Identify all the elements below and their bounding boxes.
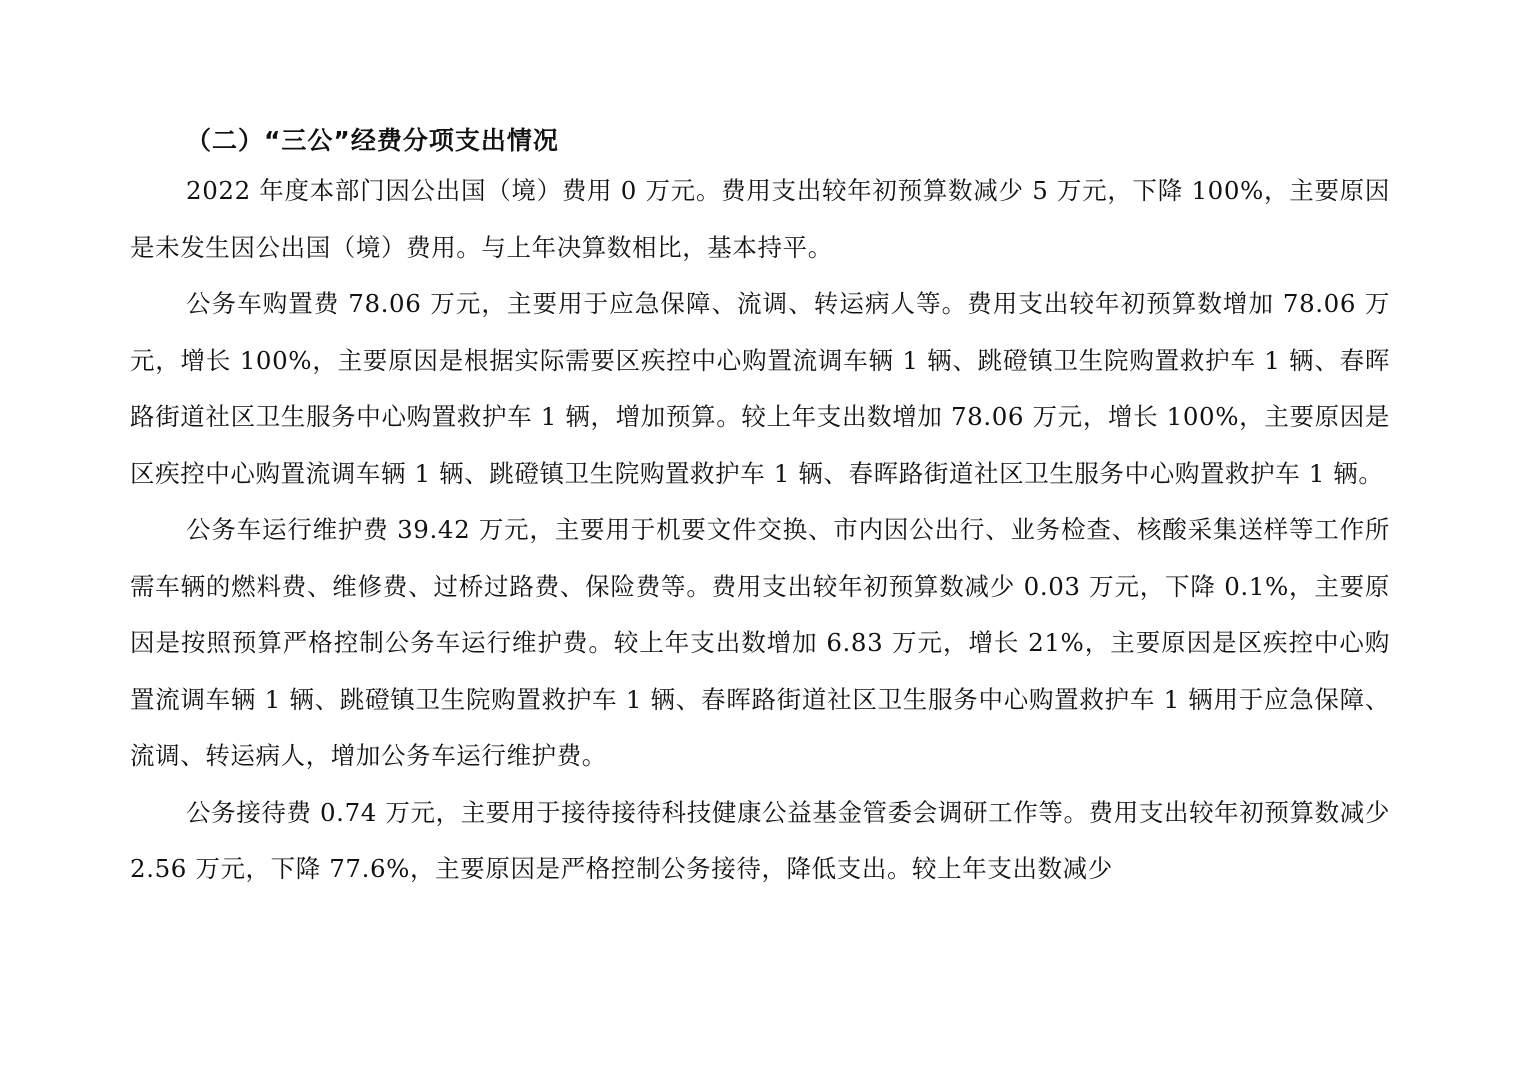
paragraph-vehicle-maintenance: 公务车运行维护费 39.42 万元，主要用于机要文件交换、市内因公出行、业务检查、核酸采集送样等工作所需车辆的燃料费、维修费、过桥过路费、保险费等。费用支出较年初预算数减少 0.03 万元，下降 0.1%，主要原因是按照预算严格控制公务车运行维护费。较上年支出数增加 6.83 万元，增长 21%，主要原因是区疾控中心购置流调车辆 1 辆、跳磴镇卫生院购置救护车 1 辆、春晖路街道社区卫生服务中心购置救护车 1 辆用于应急保障、流调、转运病人，增加公务车运行维护费。: [130, 515, 1390, 770]
paragraph-vehicle-purchase: 公务车购置费 78.06 万元，主要用于应急保障、流调、转运病人等。费用支出较年初预算数增加 78.06 万元，增长 100%，主要原因是根据实际需要区疾控中心购置流调车辆 1 辆、跳磴镇卫生院购置救护车 1 辆、春晖路街道社区卫生服务中心购置救护车 1 辆，增加预算。较上年支出数增加 78.06 万元，增长 100%，主要原因是区疾控中心购置流调车辆 1 辆、跳磴镇卫生院购置救护车 1 辆、春晖路街道社区卫生服务中心购置救护车 1 辆。: [130, 289, 1390, 488]
section-heading: （二）“三公”经费分项支出情况: [186, 126, 559, 155]
paragraph-overseas-travel: 2022 年度本部门因公出国（境）费用 0 万元。费用支出较年初预算数减少 5 万元，下降 100%，主要原因是未发生因公出国（境）费用。与上年决算数相比，基本持平。: [130, 176, 1390, 262]
paragraph-official-reception: 公务接待费 0.74 万元，主要用于接待接待科技健康公益基金管委会调研工作等。费用支出较年初预算数减少 2.56 万元，下降 77.6%，主要原因是严格控制公务接待，降低支出。较上年支出数减少: [130, 797, 1390, 883]
document-body: [130, 118, 1390, 898]
